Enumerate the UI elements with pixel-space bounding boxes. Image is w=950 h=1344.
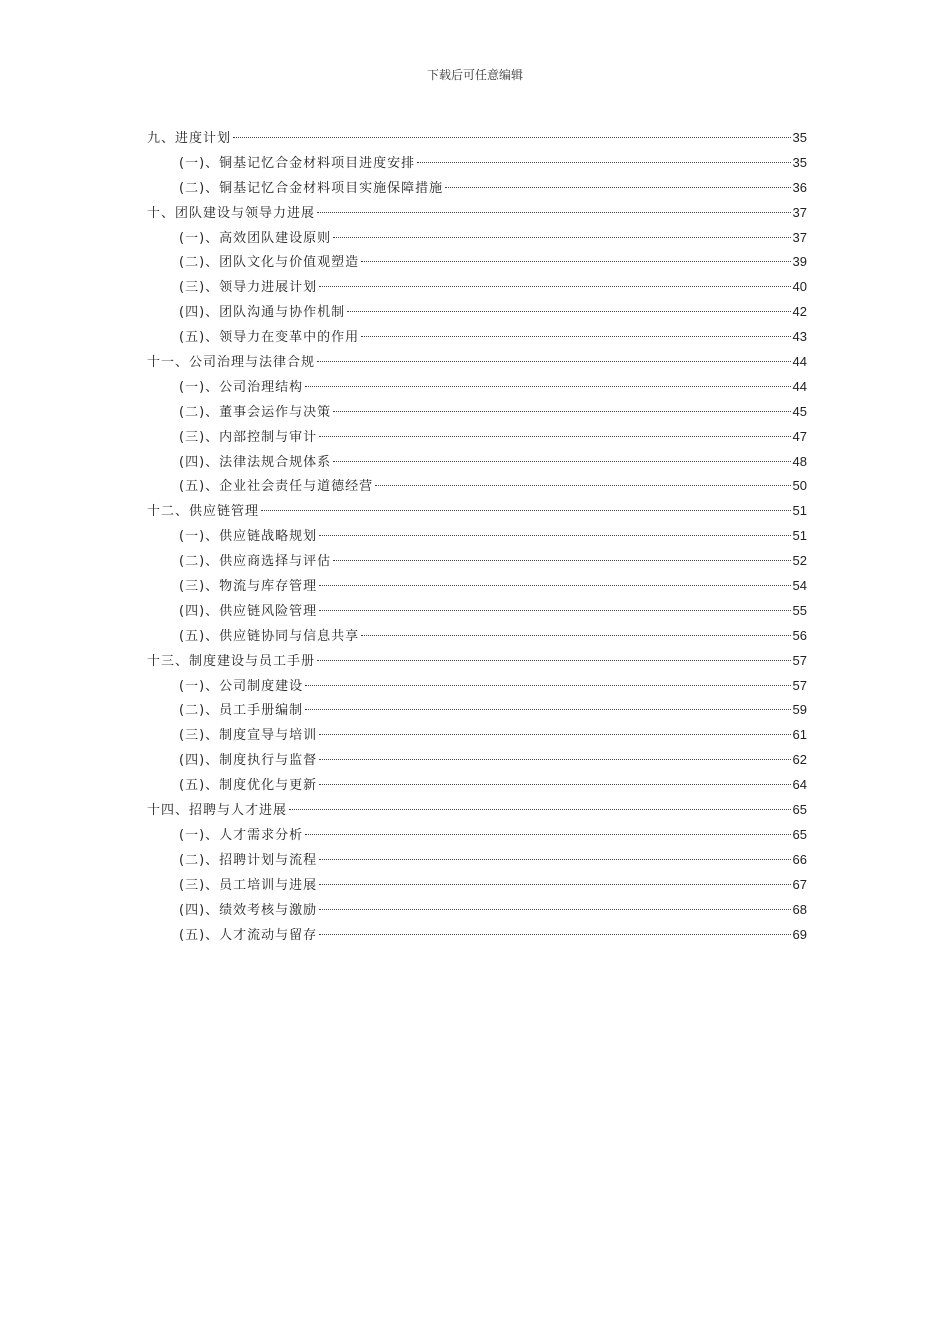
toc-page-number: 52 bbox=[792, 553, 807, 569]
toc-page-number: 40 bbox=[792, 279, 807, 295]
toc-page-number: 51 bbox=[792, 528, 807, 544]
toc-section-entry[interactable] bbox=[147, 226, 807, 251]
toc-entry-title: (四)、团队沟通与协作机制 bbox=[179, 305, 346, 321]
toc-section-entry[interactable] bbox=[147, 674, 807, 699]
toc-page-number: 51 bbox=[792, 503, 807, 519]
toc-page-number: 39 bbox=[792, 254, 807, 270]
toc-section-entry[interactable] bbox=[147, 723, 807, 748]
toc-entry-title: (五)、人才流动与留存 bbox=[179, 927, 318, 943]
toc-page-number: 36 bbox=[792, 179, 807, 195]
toc-entry-title: (二)、董事会运作与决策 bbox=[179, 404, 332, 420]
toc-section-entry[interactable] bbox=[147, 848, 807, 873]
toc-page-number: 42 bbox=[792, 304, 807, 320]
toc-section-entry[interactable] bbox=[147, 748, 807, 773]
toc-page-number: 65 bbox=[792, 826, 807, 842]
toc-entry-title: (五)、供应链协同与信息共享 bbox=[179, 628, 360, 644]
toc-dot-leader bbox=[333, 237, 790, 238]
toc-page-number: 50 bbox=[792, 478, 807, 494]
toc-section-entry[interactable] bbox=[147, 549, 807, 574]
toc-dot-leader bbox=[319, 535, 790, 536]
toc-dot-leader bbox=[317, 361, 791, 362]
toc-section-entry[interactable] bbox=[147, 524, 807, 549]
toc-dot-leader bbox=[319, 585, 790, 586]
toc-entry-title: (三)、制度宣导与培训 bbox=[179, 728, 318, 744]
toc-page-number: 64 bbox=[792, 777, 807, 793]
toc-entry-title: 十、团队建设与领导力进展 bbox=[147, 205, 316, 221]
toc-page-number: 57 bbox=[792, 677, 807, 693]
toc-entry-title: (三)、内部控制与审计 bbox=[179, 429, 318, 445]
toc-page-number: 35 bbox=[792, 130, 807, 145]
toc-page-number: 37 bbox=[792, 204, 807, 220]
toc-dot-leader bbox=[319, 784, 790, 785]
page-header-note: 下载后可任意编辑 bbox=[426, 68, 523, 82]
toc-chapter-entry[interactable] bbox=[147, 649, 807, 674]
toc-page-number: 45 bbox=[792, 403, 807, 419]
toc-page-number: 57 bbox=[792, 652, 807, 668]
toc-entry-title: (二)、团队文化与价值观塑造 bbox=[179, 255, 360, 271]
toc-dot-leader bbox=[333, 560, 790, 561]
toc-dot-leader bbox=[319, 286, 790, 287]
toc-dot-leader bbox=[319, 610, 790, 611]
toc-section-entry[interactable] bbox=[147, 923, 807, 948]
toc-entry-title: (一)、公司制度建设 bbox=[179, 678, 304, 694]
toc-entry-title: (三)、员工培训与进展 bbox=[179, 877, 318, 893]
toc-entry-title: 十四、招聘与人才进展 bbox=[147, 803, 288, 819]
toc-section-entry[interactable] bbox=[147, 698, 807, 723]
toc-dot-leader bbox=[361, 336, 790, 337]
toc-dot-leader bbox=[319, 884, 790, 885]
toc-dot-leader bbox=[375, 485, 790, 486]
toc-entry-title: (五)、企业社会责任与道德经营 bbox=[179, 479, 374, 495]
toc-entry-title: (三)、物流与库存管理 bbox=[179, 579, 318, 595]
toc-dot-leader bbox=[319, 759, 790, 760]
toc-page-number: 44 bbox=[792, 378, 807, 394]
toc-page-number: 35 bbox=[792, 154, 807, 170]
toc-page-number: 65 bbox=[792, 802, 807, 818]
toc-chapter-entry[interactable] bbox=[147, 201, 807, 226]
toc-section-entry[interactable] bbox=[147, 873, 807, 898]
toc-chapter-entry[interactable] bbox=[147, 350, 807, 375]
toc-page-number: 43 bbox=[792, 329, 807, 345]
toc-dot-leader bbox=[417, 162, 790, 163]
toc-section-entry[interactable] bbox=[147, 176, 807, 201]
toc-section-entry[interactable] bbox=[147, 624, 807, 649]
toc-entry-title: (一)、供应链战略规划 bbox=[179, 529, 318, 545]
toc-dot-leader bbox=[319, 859, 790, 860]
toc-entry-title: (一)、人才需求分析 bbox=[179, 827, 304, 843]
toc-section-entry[interactable] bbox=[147, 300, 807, 325]
toc-page-number: 62 bbox=[792, 752, 807, 768]
toc-page-number: 69 bbox=[792, 926, 807, 942]
toc-entry-title: (二)、招聘计划与流程 bbox=[179, 852, 318, 868]
toc-dot-leader bbox=[261, 510, 791, 511]
toc-entry-title: 十二、供应链管理 bbox=[147, 504, 260, 520]
toc-page-number: 56 bbox=[792, 627, 807, 643]
toc-section-entry[interactable] bbox=[147, 599, 807, 624]
toc-dot-leader bbox=[305, 386, 790, 387]
toc-dot-leader bbox=[317, 212, 791, 213]
toc-entry-title: (四)、法律法规合规体系 bbox=[179, 454, 332, 470]
toc-section-entry[interactable] bbox=[147, 151, 807, 176]
toc-dot-leader bbox=[319, 934, 790, 935]
toc-page-number: 37 bbox=[792, 229, 807, 245]
toc-dot-leader bbox=[305, 834, 790, 835]
toc-section-entry[interactable] bbox=[147, 773, 807, 798]
toc-dot-leader bbox=[333, 461, 790, 462]
toc-entry-title: (二)、供应商选择与评估 bbox=[179, 554, 332, 570]
toc-page-number: 44 bbox=[792, 354, 807, 370]
toc-dot-leader bbox=[347, 311, 790, 312]
toc-section-entry[interactable] bbox=[147, 898, 807, 923]
toc-entry-title: (一)、铜基记忆合金材料项目进度安排 bbox=[179, 155, 416, 171]
toc-entry-title: (四)、绩效考核与激励 bbox=[179, 902, 318, 918]
toc-page-number: 55 bbox=[792, 602, 807, 618]
toc-entry-title: (一)、公司治理结构 bbox=[179, 379, 304, 395]
toc-dot-leader bbox=[319, 734, 790, 735]
toc-section-entry[interactable] bbox=[147, 425, 807, 450]
toc-section-entry[interactable] bbox=[147, 375, 807, 400]
toc-entry-title: (五)、制度优化与更新 bbox=[179, 778, 318, 794]
toc-page-number: 54 bbox=[792, 578, 807, 594]
toc-entry-title: (五)、领导力在变革中的作用 bbox=[179, 330, 360, 346]
toc-entry-title: (二)、员工手册编制 bbox=[179, 703, 304, 719]
toc-dot-leader bbox=[233, 137, 791, 138]
toc-entry-title: (二)、铜基记忆合金材料项目实施保障措施 bbox=[179, 180, 444, 196]
table-of-contents bbox=[147, 126, 807, 947]
toc-section-entry[interactable] bbox=[147, 400, 807, 425]
toc-entry-title: (四)、供应链风险管理 bbox=[179, 603, 318, 619]
toc-section-entry[interactable] bbox=[147, 250, 807, 275]
toc-section-entry[interactable] bbox=[147, 450, 807, 475]
toc-dot-leader bbox=[445, 187, 790, 188]
toc-page-number: 48 bbox=[792, 453, 807, 469]
toc-page-number: 61 bbox=[792, 727, 807, 743]
toc-page-number: 47 bbox=[792, 428, 807, 444]
toc-page-number: 67 bbox=[792, 876, 807, 892]
toc-entry-title: (四)、制度执行与监督 bbox=[179, 753, 318, 769]
toc-dot-leader bbox=[305, 685, 790, 686]
toc-dot-leader bbox=[361, 261, 790, 262]
toc-entry-title: (一)、高效团队建设原则 bbox=[179, 230, 332, 246]
toc-dot-leader bbox=[317, 660, 791, 661]
toc-entry-title: (三)、领导力进展计划 bbox=[179, 280, 318, 296]
toc-dot-leader bbox=[319, 436, 790, 437]
toc-section-entry[interactable] bbox=[147, 325, 807, 350]
toc-dot-leader bbox=[361, 635, 790, 636]
toc-section-entry[interactable] bbox=[147, 275, 807, 300]
toc-entry-title: 十三、制度建设与员工手册 bbox=[147, 653, 316, 669]
toc-section-entry[interactable] bbox=[147, 474, 807, 499]
toc-page-number: 68 bbox=[792, 901, 807, 917]
toc-dot-leader bbox=[319, 909, 790, 910]
toc-chapter-entry[interactable] bbox=[147, 499, 807, 524]
toc-dot-leader bbox=[333, 411, 790, 412]
toc-chapter-entry[interactable] bbox=[147, 798, 807, 823]
toc-entry-title: 九、进度计划 bbox=[147, 131, 232, 146]
toc-page-number: 66 bbox=[792, 851, 807, 867]
toc-dot-leader bbox=[305, 709, 790, 710]
toc-entry-title: 十一、公司治理与法律合规 bbox=[147, 355, 316, 371]
toc-dot-leader bbox=[289, 809, 791, 810]
toc-page-number: 59 bbox=[792, 702, 807, 718]
toc-chapter-entry[interactable] bbox=[147, 126, 807, 151]
toc-section-entry[interactable] bbox=[147, 574, 807, 599]
toc-section-entry[interactable] bbox=[147, 823, 807, 848]
